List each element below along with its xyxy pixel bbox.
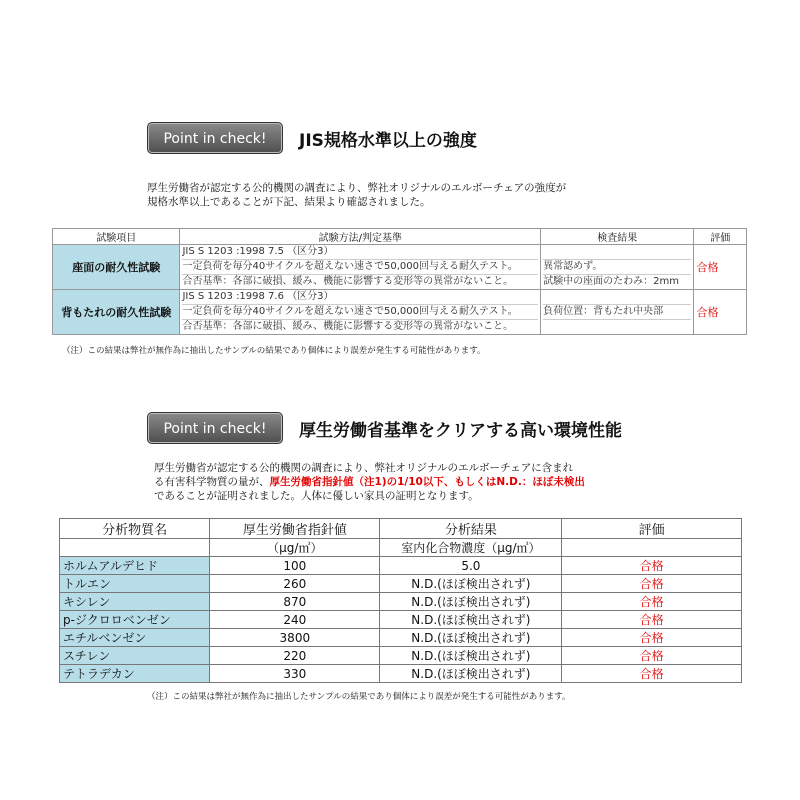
table-subheader-row — [60, 539, 742, 557]
method-line: 一定負荷を毎分40サイクルを超えない速さで50,000回与える耐久テスト。 — [182, 260, 538, 275]
analysis-result: N.D.(ほぼ検出されず) — [380, 629, 562, 647]
intro-line: であることが証明されました。人体に優しい家具の証明となります。 — [154, 490, 479, 502]
result-line: 異常認めず。 — [543, 260, 691, 275]
analysis-result: N.D.(ほぼ検出されず) — [380, 647, 562, 665]
table-row — [53, 245, 747, 290]
substance-name: テトラデカン — [60, 665, 210, 683]
result-line — [543, 320, 691, 334]
substance-name: トルエン — [60, 575, 210, 593]
guideline-value: 870 — [210, 593, 380, 611]
intro-line: 厚生労働省が認定する公的機関の調査により、弊社オリジナルのエルボーチェアの強度が — [147, 182, 567, 194]
substance-name: キシレン — [60, 593, 210, 611]
intro-text: る有害科学物質の量が、 — [154, 476, 270, 488]
table-header-row — [53, 229, 747, 245]
guideline-value: 100 — [210, 557, 380, 575]
test-item: 座面の耐久性試験 — [53, 245, 180, 290]
section1-intro — [147, 181, 566, 209]
substance-name: p-ジクロロベンゼン — [60, 611, 210, 629]
test-result — [541, 245, 694, 290]
evaluation: 合格 — [562, 611, 742, 629]
section1-heading: JIS規格水準以上の強度 — [299, 130, 477, 151]
guideline-value: 330 — [210, 665, 380, 683]
table-row — [60, 611, 742, 629]
header-cell: 試験項目 — [53, 229, 180, 245]
header-cell: 検査結果 — [541, 229, 694, 245]
header-cell: 厚生労働省指針値 — [210, 519, 380, 539]
test-method — [180, 290, 541, 335]
analysis-result: N.D.(ほぼ検出されず) — [380, 575, 562, 593]
analysis-result: N.D.(ほぼ検出されず) — [380, 665, 562, 683]
substance-name: ホルムアルデヒド — [60, 557, 210, 575]
chemical-analysis-table — [59, 518, 742, 683]
test-eval: 合格 — [694, 245, 747, 290]
method-line: JIS S 1203 :1998 7.5 （区分3） — [182, 245, 538, 260]
intro-line: 規格水準以上であることが下記、結果より確認されました。 — [147, 196, 431, 208]
test-method — [180, 245, 541, 290]
evaluation: 合格 — [562, 647, 742, 665]
substance-name: スチレン — [60, 647, 210, 665]
intro-highlight: 厚生労働省指針値（注1)の1/10以下、もしくはN.D.：ほぼ未検出 — [269, 476, 585, 488]
point-in-check-badge: Point in check! — [147, 412, 283, 444]
result-line: 負荷位置：背もたれ中央部 — [543, 305, 691, 320]
method-line: 合否基準：各部に破損、緩み、機能に影響する変形等の異常がないこと。 — [182, 321, 514, 332]
section1-note: （注）この結果は弊社が無作為に抽出したサンプルの結果であり個体により誤差が発生する可能性があります。 — [62, 346, 486, 356]
guideline-value: 3800 — [210, 629, 380, 647]
evaluation: 合格 — [562, 665, 742, 683]
subheader-cell — [562, 539, 742, 557]
section2-intro — [154, 461, 585, 503]
method-line: 合否基準：各部に破損、緩み、機能に影響する変形等の異常がないこと。 — [182, 276, 514, 287]
evaluation: 合格 — [562, 557, 742, 575]
analysis-result: N.D.(ほぼ検出されず) — [380, 593, 562, 611]
strength-test-table — [52, 228, 747, 335]
guideline-value: 260 — [210, 575, 380, 593]
analysis-result: 5.0 — [380, 557, 562, 575]
subheader-cell: （μg/㎥） — [210, 539, 380, 557]
evaluation: 合格 — [562, 629, 742, 647]
analysis-result: N.D.(ほぼ検出されず) — [380, 611, 562, 629]
result-line — [543, 290, 691, 305]
section2-heading: 厚生労働省基準をクリアする高い環境性能 — [299, 420, 622, 441]
subheader-cell — [60, 539, 210, 557]
table-row — [60, 665, 742, 683]
test-item: 背もたれの耐久性試験 — [53, 290, 180, 335]
table-row — [60, 557, 742, 575]
point-in-check-badge: Point in check! — [147, 122, 283, 154]
guideline-value: 220 — [210, 647, 380, 665]
header-cell: 評価 — [694, 229, 747, 245]
result-line: 試験中の座面のたわみ：2mm — [543, 276, 679, 287]
header-cell: 分析結果 — [380, 519, 562, 539]
section1-header — [147, 122, 477, 154]
table-row — [60, 629, 742, 647]
evaluation: 合格 — [562, 575, 742, 593]
table-row — [60, 593, 742, 611]
section2-header — [147, 412, 622, 444]
evaluation: 合格 — [562, 593, 742, 611]
header-cell: 試験方法/判定基準 — [180, 229, 541, 245]
section2-note: （注）この結果は弊社が無作為に抽出したサンプルの結果であり個体により誤差が発生する可能性があります。 — [147, 692, 571, 702]
result-line — [543, 245, 691, 260]
guideline-value: 240 — [210, 611, 380, 629]
table-row — [60, 647, 742, 665]
header-cell: 評価 — [562, 519, 742, 539]
table-header-row — [60, 519, 742, 539]
table-row — [60, 575, 742, 593]
table-row — [53, 290, 747, 335]
intro-line: 厚生労働省が認定する公的機関の調査により、弊社オリジナルのエルボーチェアに含まれ — [154, 462, 574, 474]
test-eval: 合格 — [694, 290, 747, 335]
intro-line — [154, 475, 585, 489]
method-line: JIS S 1203 :1998 7.6 （区分3） — [182, 290, 538, 305]
subheader-cell: 室内化合物濃度（μg/㎥） — [380, 539, 562, 557]
test-result — [541, 290, 694, 335]
method-line: 一定負荷を毎分40サイクルを超えない速さで50,000回与える耐久テスト。 — [182, 305, 538, 320]
header-cell: 分析物質名 — [60, 519, 210, 539]
substance-name: エチルベンゼン — [60, 629, 210, 647]
